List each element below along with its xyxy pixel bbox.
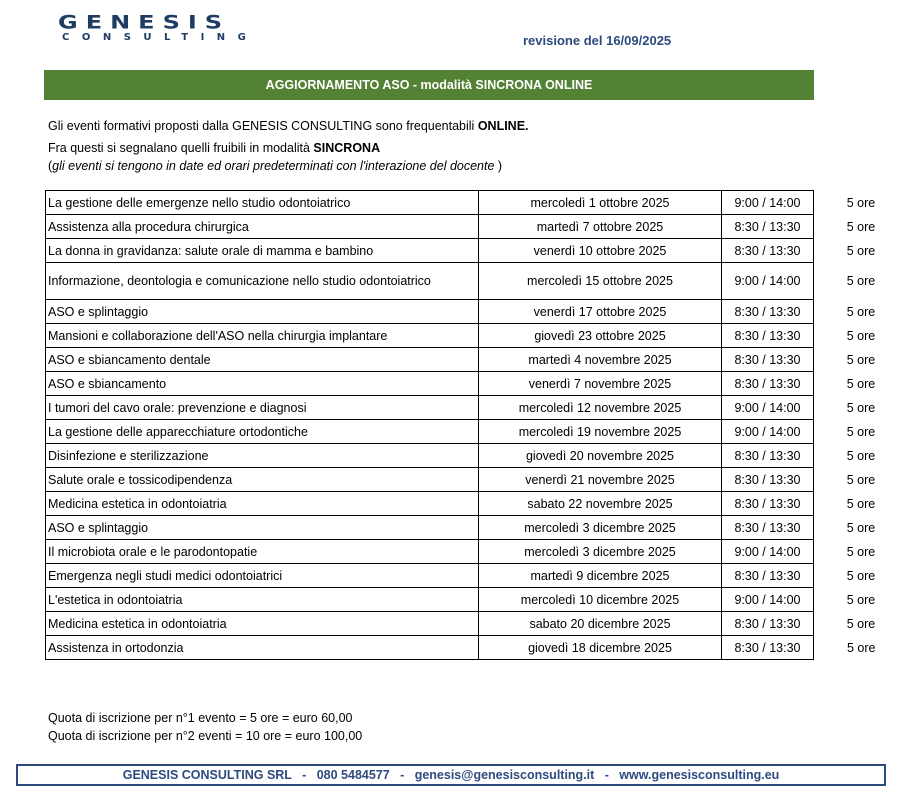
event-title: ASO e splintaggio [46, 300, 479, 324]
section-banner: AGGIORNAMENTO ASO - modalità SINCRONA ONLINE [44, 70, 814, 100]
event-hours: 5 ore [846, 544, 876, 559]
table-row [46, 516, 894, 540]
table-row [46, 396, 894, 420]
event-date: martedì 7 ottobre 2025 [479, 215, 722, 239]
event-hours: 5 ore [846, 243, 876, 258]
event-hours: 5 ore [846, 496, 876, 511]
events-table [45, 190, 894, 660]
event-hours: 5 ore [846, 328, 876, 343]
fees-block [48, 709, 362, 745]
event-title: Assistenza in ortodonzia [46, 636, 479, 660]
event-date: mercoledì 3 dicembre 2025 [479, 540, 722, 564]
intro-bold-1: ONLINE. [477, 119, 529, 133]
table-row [46, 300, 894, 324]
event-time: 8:30 / 13:30 [722, 324, 814, 348]
contact-footer: GENESIS CONSULTING SRL - 080 5484577 - genesis@genesisconsulting.it - www.genesisconsulting.eu [16, 764, 886, 786]
event-title: ASO e sbiancamento [46, 372, 479, 396]
event-title: L'estetica in odontoiatria [46, 588, 479, 612]
events-table-body [46, 191, 894, 660]
event-date: sabato 22 novembre 2025 [479, 492, 722, 516]
event-hours: 5 ore [846, 424, 876, 439]
event-time: 8:30 / 13:30 [722, 348, 814, 372]
event-hours: 5 ore [846, 195, 876, 210]
event-date: mercoledì 1 ottobre 2025 [479, 191, 722, 215]
event-date: mercoledì 3 dicembre 2025 [479, 516, 722, 540]
event-time: 8:30 / 13:30 [722, 300, 814, 324]
table-row [46, 444, 894, 468]
intro-italic-note: gli eventi si tengono in date ed orari predeterminati con l'interazione del docente [52, 159, 495, 173]
event-time: 8:30 / 13:30 [722, 612, 814, 636]
event-date: venerdì 7 novembre 2025 [479, 372, 722, 396]
intro-line-2 [48, 140, 380, 156]
event-time: 8:30 / 13:30 [722, 636, 814, 660]
intro-paren-open: ( [48, 159, 53, 173]
event-hours: 5 ore [846, 472, 876, 487]
event-date: mercoledì 10 dicembre 2025 [479, 588, 722, 612]
table-row [46, 540, 894, 564]
event-time: 8:30 / 13:30 [722, 492, 814, 516]
event-title: I tumori del cavo orale: prevenzione e diagnosi [46, 396, 479, 420]
event-title: Medicina estetica in odontoiatria [46, 612, 479, 636]
table-row [46, 612, 894, 636]
table-row [46, 215, 894, 239]
table-row [46, 420, 894, 444]
table-row [46, 492, 894, 516]
table-row [46, 564, 894, 588]
event-hours: 5 ore [846, 520, 876, 535]
table-row [46, 372, 894, 396]
event-title: Assistenza alla procedura chirurgica [46, 215, 479, 239]
event-date: martedì 9 dicembre 2025 [479, 564, 722, 588]
event-date: sabato 20 dicembre 2025 [479, 612, 722, 636]
event-title: Salute orale e tossicodipendenza [46, 468, 479, 492]
event-time: 8:30 / 13:30 [722, 444, 814, 468]
fee-line-1: Quota di iscrizione per n°1 evento = 5 ore = euro 60,00 [48, 711, 353, 725]
event-date: venerdì 21 novembre 2025 [479, 468, 722, 492]
event-hours: 5 ore [846, 376, 876, 391]
event-date: giovedì 23 ottobre 2025 [479, 324, 722, 348]
intro-line-1 [48, 118, 529, 134]
event-date: giovedì 18 dicembre 2025 [479, 636, 722, 660]
table-row [46, 324, 894, 348]
event-date: giovedì 20 novembre 2025 [479, 444, 722, 468]
event-title: ASO e sbiancamento dentale [46, 348, 479, 372]
event-time: 8:30 / 13:30 [722, 215, 814, 239]
intro-line-3 [48, 158, 502, 174]
event-date: venerdì 17 ottobre 2025 [479, 300, 722, 324]
event-title: Disinfezione e sterilizzazione [46, 444, 479, 468]
event-date: martedì 4 novembre 2025 [479, 348, 722, 372]
table-row [46, 239, 894, 263]
event-hours: 5 ore [847, 640, 876, 655]
event-title: Informazione, deontologia e comunicazione nello studio odontoiatrico [46, 263, 479, 300]
event-title: Mansioni e collaborazione dell'ASO nella chirurgia implantare [46, 324, 479, 348]
table-row [46, 588, 894, 612]
logo-wordmark: GENESIS [58, 11, 231, 34]
event-title: Medicina estetica in odontoiatria [46, 492, 479, 516]
event-hours: 5 ore [846, 219, 876, 234]
event-hours: 5 ore [846, 448, 876, 463]
event-date: mercoledì 15 ottobre 2025 [479, 263, 722, 300]
event-hours: 5 ore [846, 592, 876, 607]
intro-paren-close: ) [494, 159, 503, 173]
revision-date: revisione del 16/09/2025 [523, 33, 672, 48]
event-time: 9:00 / 14:00 [722, 396, 814, 420]
event-time: 8:30 / 13:30 [722, 468, 814, 492]
intro-bold-2: SINCRONA [313, 141, 381, 155]
table-row [46, 636, 894, 660]
company-logo [58, 11, 278, 43]
event-date: venerdì 10 ottobre 2025 [479, 239, 722, 263]
event-time: 8:30 / 13:30 [722, 516, 814, 540]
event-time: 9:00 / 14:00 [722, 263, 814, 300]
table-row [46, 348, 894, 372]
event-hours: 5 ore [846, 616, 876, 631]
event-time: 8:30 / 13:30 [722, 564, 814, 588]
event-hours: 5 ore [846, 304, 876, 319]
logo-subtitle: CONSULTING [62, 32, 259, 43]
event-time: 8:30 / 13:30 [722, 372, 814, 396]
event-time: 9:00 / 14:00 [722, 588, 814, 612]
event-hours: 5 ore [846, 400, 876, 415]
intro-text-2: Fra questi si segnalano quelli fruibili in modalità [48, 141, 314, 155]
event-title: ASO e splintaggio [46, 516, 479, 540]
event-title: Il microbiota orale e le parodontopatie [46, 540, 479, 564]
event-time: 9:00 / 14:00 [722, 191, 814, 215]
event-hours: 5 ore [846, 274, 876, 288]
table-row [46, 468, 894, 492]
event-time: 9:00 / 14:00 [722, 540, 814, 564]
event-time: 8:30 / 13:30 [722, 239, 814, 263]
event-hours: 5 ore [846, 568, 876, 583]
event-title: La donna in gravidanza: salute orale di mamma e bambino [46, 239, 479, 263]
event-date: mercoledì 12 novembre 2025 [479, 396, 722, 420]
table-row [46, 191, 894, 215]
intro-text-1: Gli eventi formativi proposti dalla GENESIS CONSULTING sono frequentabili [48, 119, 478, 133]
table-row [46, 263, 894, 300]
event-hours: 5 ore [846, 352, 876, 367]
event-date: mercoledì 19 novembre 2025 [479, 420, 722, 444]
event-title: La gestione delle apparecchiature ortodontiche [46, 420, 479, 444]
event-title: La gestione delle emergenze nello studio odontoiatrico [46, 191, 479, 215]
fee-line-2: Quota di iscrizione per n°2 eventi = 10 ore = euro 100,00 [48, 729, 363, 743]
event-title: Emergenza negli studi medici odontoiatrici [46, 564, 479, 588]
event-time: 9:00 / 14:00 [722, 420, 814, 444]
